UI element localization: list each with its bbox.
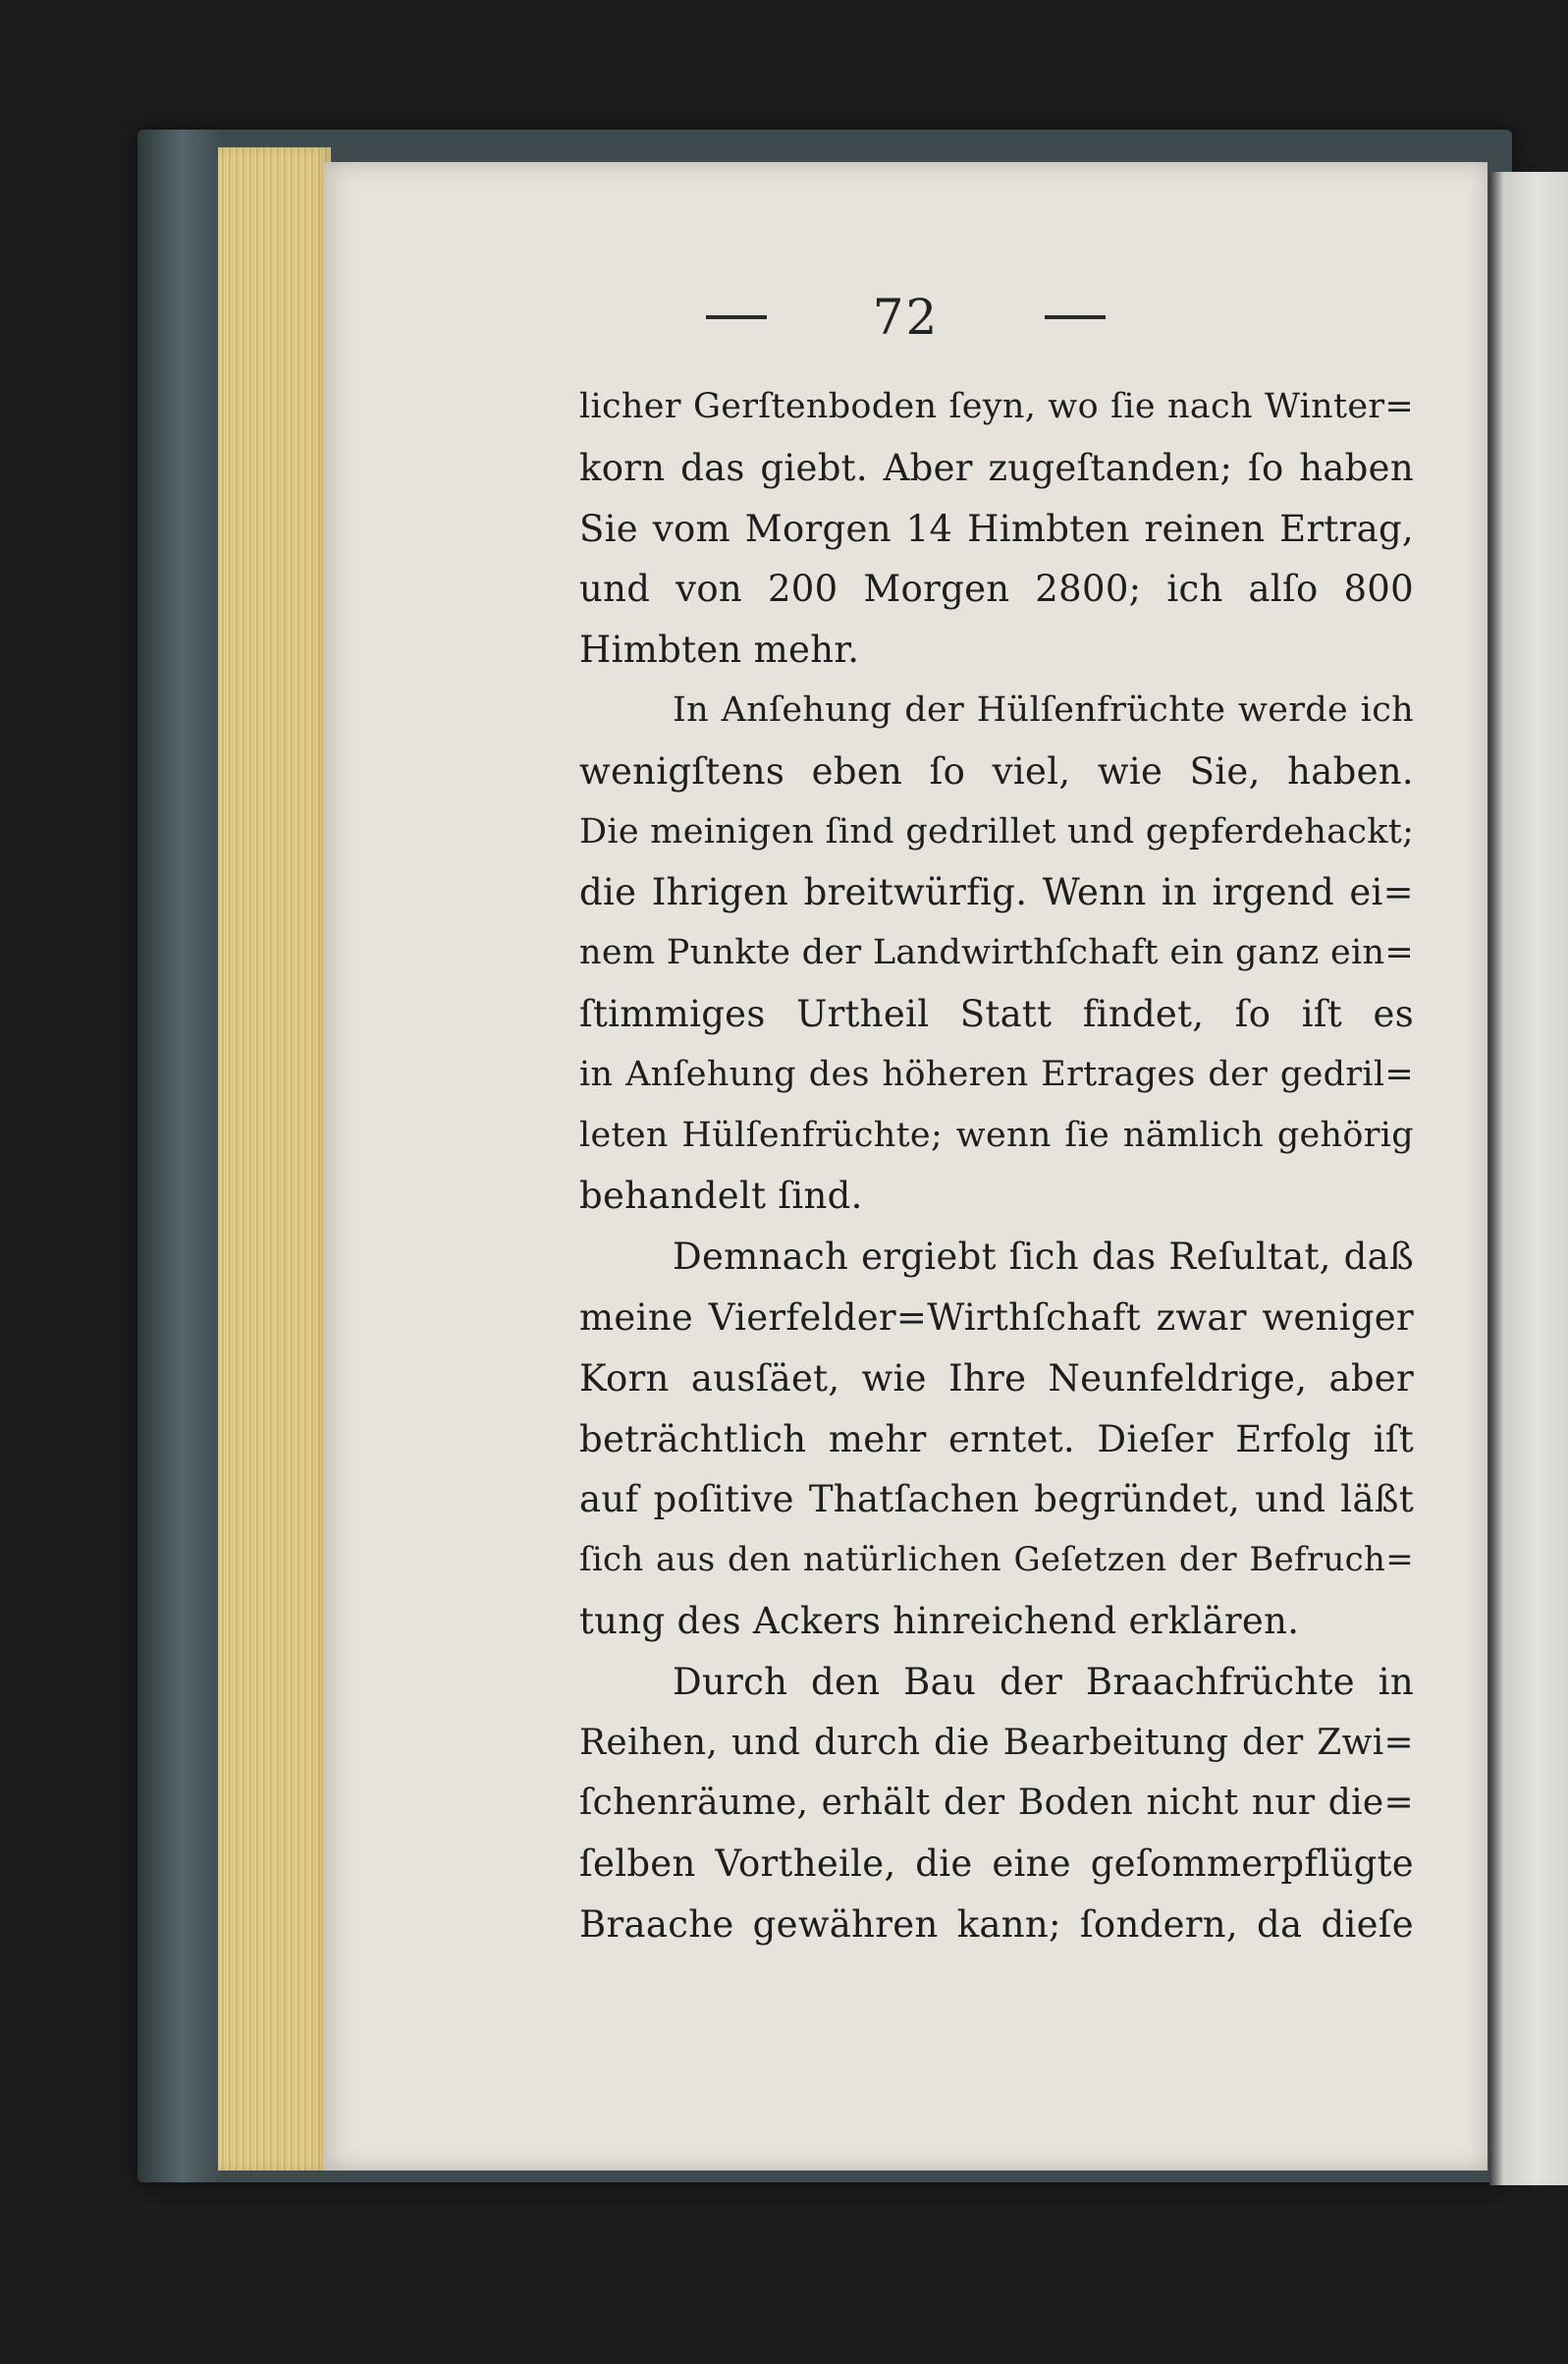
text-line: tung des Ackers hinreichend erklären.	[579, 1599, 1300, 1642]
text-line: in Anſehung des höheren Ertrages der gedril=	[579, 1054, 1414, 1094]
page-number: 72	[872, 289, 940, 346]
page-text	[579, 377, 1414, 1955]
text-line: nem Punkte der Landwirthſchaft ein ganz ein=	[579, 933, 1414, 973]
book-cover-edge	[137, 130, 226, 2182]
header-dash-right	[1045, 315, 1106, 319]
text-line: Demnach ergiebt ſich das Reſultat, daß	[673, 1236, 1414, 1279]
text-line: ſelben Vortheile, die eine geſommerpflügte	[579, 1842, 1414, 1886]
gilt-page-edges	[218, 147, 331, 2171]
text-line: meine Vierfelder=Wirthſchaft zwar weniger	[579, 1295, 1414, 1339]
text-line: licher Gerſtenboden ſeyn, wo ſie nach Winter=	[579, 387, 1414, 426]
text-line: Durch den Bau der Braachfrüchte in	[673, 1660, 1414, 1703]
text-line: ſchenräume, erhält der Boden nicht nur die=	[579, 1783, 1414, 1824]
adjacent-page-edge	[1489, 172, 1568, 2185]
text-line: beträchtlich mehr erntet. Dieſer Erfolg iſt	[579, 1417, 1414, 1460]
text-line: die Ihrigen breitwürfig. Wenn in irgend ei=	[579, 871, 1414, 914]
text-line: Braache gewähren kann; ſondern, da dieſe	[579, 1902, 1414, 1946]
text-line: behandelt ſind.	[579, 1175, 863, 1218]
text-line: und von 200 Morgen 2800; ich alſo 800	[579, 568, 1414, 611]
text-line: Himbten mehr.	[579, 629, 860, 672]
text-line: ſich aus den natürlichen Geſetzen der Befruch=	[579, 1540, 1414, 1580]
text-line: leten Hülſenfrüchte; wenn ſie nämlich gehörig	[579, 1115, 1414, 1155]
page-header	[324, 285, 1487, 346]
text-line: ſtimmiges Urtheil Statt findet, ſo iſt es	[579, 992, 1414, 1035]
text-line: Reihen, und durch die Bearbeitung der Zwi=	[579, 1722, 1414, 1763]
text-line: Die meinigen ſind gedrillet und gepferdehackt;	[579, 811, 1415, 852]
text-line: Sie vom Morgen 14 Himbten reinen Ertrag,	[579, 507, 1414, 550]
text-line: wenigſtens eben ſo viel, wie Sie, haben.	[579, 749, 1414, 793]
text-line: Korn ausſäet, wie Ihre Neunfeldrige, aber	[579, 1356, 1414, 1400]
header-dash-left	[706, 315, 767, 319]
text-line: korn das giebt. Aber zugeſtanden; ſo haben	[579, 446, 1414, 489]
text-line: In Anſehung der Hülſenfrüchte werde ich	[673, 689, 1414, 730]
text-line: auf poſitive Thatſachen begründet, und läßt	[579, 1478, 1414, 1521]
